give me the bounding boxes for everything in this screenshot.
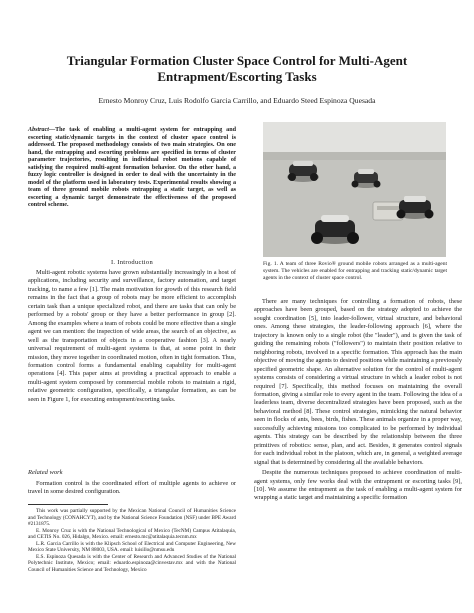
- figure-caption: Fig. 1. A team of three Rovio® ground mobile robots arranged as a multi-agent system. The vehicles are enabled for entrapping and tracking static/dynamic target agents in the context of cluster space control.: [263, 261, 447, 281]
- footnotes: [28, 508, 236, 573]
- footnote-rule: [28, 504, 108, 505]
- subsection-heading-related-work: Related work: [28, 469, 63, 476]
- introduction-body: [28, 269, 236, 404]
- abstract: [28, 127, 236, 210]
- robots-photo-illustration: [263, 122, 446, 257]
- footnote-funding: This work was partially supported by the Mexican National Council of Humanities Science and Technology (CONAHCYT), and by the National Science Foundation (NSF) under BPE Award #2131875.: [28, 508, 236, 527]
- section-heading-introduction: I. Introduction: [110, 259, 154, 266]
- right-column-paragraph-2: Despite the numerous techniques proposed to achieve coordination of multi-agent systems, only few works deal with the entrapment or escorting tasks [9], [10]. We assume the entrapment as the task of enabling a multi-agent system for wrapping a static target and maintaining a specific formation: [254, 469, 462, 502]
- figure-robots-photo: [263, 122, 446, 257]
- right-column-paragraph-1: There are many techniques for controlling a formation of robots, these approaches have been grouped, based on the strategy adopted to achieve the sought coordination [5], into leader-follower, virtual structure, and behavioral ones. Among these strategies, the leader-following approach [6], where the trajectory is known only to a single robot (the "leader"), and is given the task of guiding the remaining robots ("followers") to maintain their position relative to neighboring robots, involved in a specific formation. This approach has the main objective of moving the agents to desired positions while maintaining a previously specified geometric shape. An alternative solution for the control of multi-agent systems consists of considering a virtual structure in which a leader robot is not required [7]. Specifically, this method focuses on maintaining the overall formation, giving a similar role to every agent in the team. Following the idea of a leaderless team, diverse decentralized strategies have been proposed, such as the behavioral method [8]. These control strategies, mimicking the natural behavior seen in flocks of ants, bees, birds, fishes. These animals organize in a proper way, successfully achieving missions too complicated to be performed by individual agents. This strategy can be described by the relationship between the three primitives of robotics: sense, plan, and act. Besides, it generates control signals for each individual robot in the platoon, which are, in general, a weighted average signal that is determined by considering all the available behaviors.: [254, 298, 462, 466]
- introduction-paragraph: Multi-agent robotic systems have grown substantially increasingly in a host of applications, including security and surveillance, factory automation, and target tracking, to name a few [1]. The main motivation for growth of this research field remains in the fact that a group of robots may be more efficient to accomplish certain task than a unique specialized robot, and there are tasks that can only be performed by a robots' group or they have a better performance in group [2]. Among the examples where a team of robots could be more effective than a single agent we can mention: the inspection of wide areas, the search of an objective, as well as the transportation of objects in a cooperative fashion [3]. A nearly universal requirement of multi-agent systems is that, at some point in their mission, they move together in coordinated motion, often in tight formation. Thus, formation control forms a fundamental enabling capability for multi-agent operations [4]. This paper aims at providing a practical approach to enable a multi-agent system composed by commercial mobile robots to maintain a rigid, relative geometric configuration, specifically, a triangular formation, as can be seen in Figure 1, for executing entrapment/escorting tasks.: [28, 269, 236, 403]
- author-list: Ernesto Monroy Cruz, Luis Rodolfo Garcia Carrillo, and Eduardo Steed Espinoza Quesada: [98, 96, 376, 105]
- related-work-paragraph: Formation control is the coordinated effort of multiple agents to achieve or travel in some desired configuration.: [28, 480, 236, 496]
- footnote-author-1: E. Monroy Cruz is with the National Technological of Mexico (TecNM) Campus Atitalaquia, and CETIS No. 026, Hidalgo, Mexico. email: ernesto.mc@atitalaquia.tecnm.mx: [28, 527, 236, 540]
- related-work-body: [28, 480, 236, 497]
- paper-title: Triangular Formation Cluster Space Control for Multi-Agent Entrapment/Escorting Tasks: [66, 53, 408, 84]
- right-column-body: [254, 298, 462, 503]
- footnote-author-2: L.R. Garcia Carrillo is with the Klipsch School of Electrical and Computer Engineering, New Mexico State University, NM 88003, USA. email: luisillo@nmsu.edu: [28, 540, 236, 553]
- abstract-lead: Abstract: [28, 127, 49, 133]
- abstract-text: —The task of enabling a multi-agent system for entrapping and escorting static/dynamic targets in the context of cluster space control is addressed. The proposed methodology consists of two main strategies. On one hand, the entrapping and escorting problems are specified in terms of cluster parameter trajectories, resulting in individual robot motions capable of satisfying the required multi-agent formation behavior. On the other hand, a fuzzy logic controller is designed in order to deal with the uncertainty in the model of the platform used in laboratory tests. Experimental results showing a team of three ground mobile robots entrapping a static target, as well as escorting a dynamic target demonstrate the effectiveness of the proposed control scheme.: [28, 127, 236, 209]
- footnote-author-3: E.S. Espinoza Quesada is with the Center of Research and Advanced Studies of the National Polytechnic Institute, Mexico; email: eduardo.espinoza@cinvestav.mx and with the National Council of Humanities Science and Technology, Mexico: [28, 553, 236, 573]
